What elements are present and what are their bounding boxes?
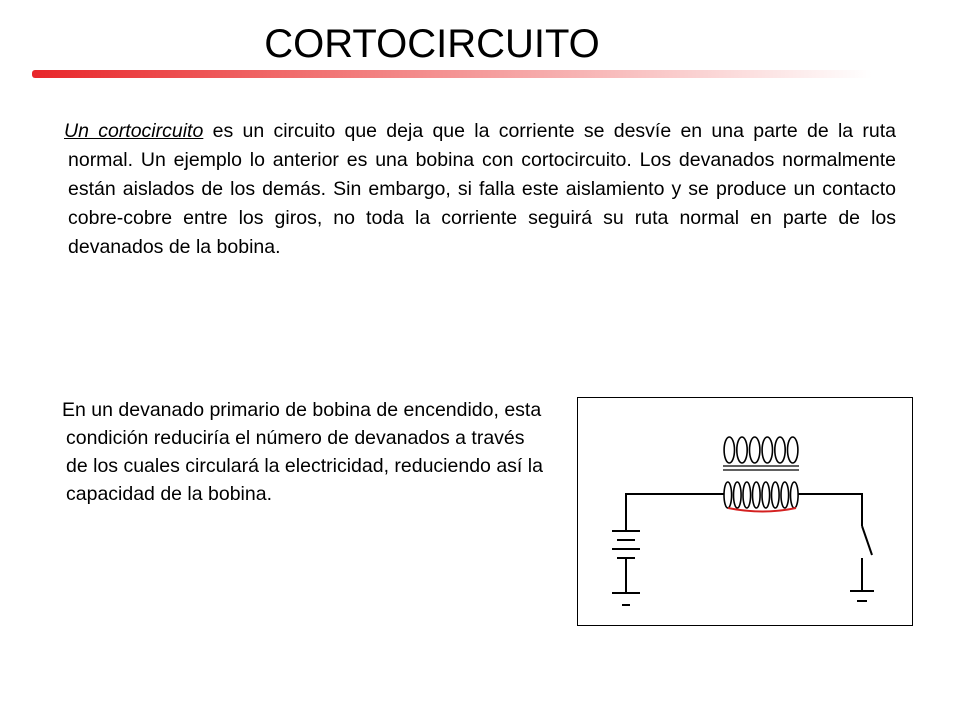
ground-icon (850, 591, 874, 601)
intro-lead-term: Un cortocircuito (64, 120, 204, 142)
intro-body-text: es un circuito que deja que la corriente se desvíe en una parte de la ruta normal. Un ejemplo lo anterior es una bobina con cortocircuito. Los devanados normalmente están aislados de los demás. Sin embargo, si falla este aislamiento y se produce un contacto cobre-cobre entre los giros, no toda la corriente seguirá su ruta normal en parte de los devanados de la bobina. (68, 120, 896, 258)
circuit-diagram (577, 397, 913, 626)
circuit-diagram-svg (578, 398, 914, 627)
coil-turn (762, 482, 770, 508)
coil-turn (737, 437, 747, 463)
coil-turn (724, 437, 734, 463)
coil-turn (788, 437, 798, 463)
ground-icon (612, 593, 640, 605)
example-paragraph-text: En un devanado primario de bobina de encendido, esta condición reduciría el número de devanados a través de los cuales circulará la electricidad, reduciendo así la capacidad de la bobina. (62, 399, 543, 505)
title-underline-bar (32, 70, 872, 78)
coil-turn (791, 482, 799, 508)
coil-turn (724, 482, 732, 508)
intro-paragraph (64, 117, 896, 262)
page-title: CORTOCIRCUITO (264, 22, 600, 66)
coil-turn (753, 482, 761, 508)
switch-icon (862, 526, 872, 555)
right-wire (798, 494, 862, 526)
left-wire (626, 494, 724, 530)
coil-turn (743, 482, 751, 508)
secondary-coil-icon (724, 437, 798, 463)
battery-icon (612, 531, 640, 558)
coil-turn (772, 482, 780, 508)
coil-turn (775, 437, 785, 463)
coil-turn (734, 482, 742, 508)
coil-turn (750, 437, 760, 463)
coil-turn (781, 482, 789, 508)
coil-turn (762, 437, 772, 463)
example-paragraph (62, 396, 546, 508)
primary-coil-icon (724, 482, 798, 508)
